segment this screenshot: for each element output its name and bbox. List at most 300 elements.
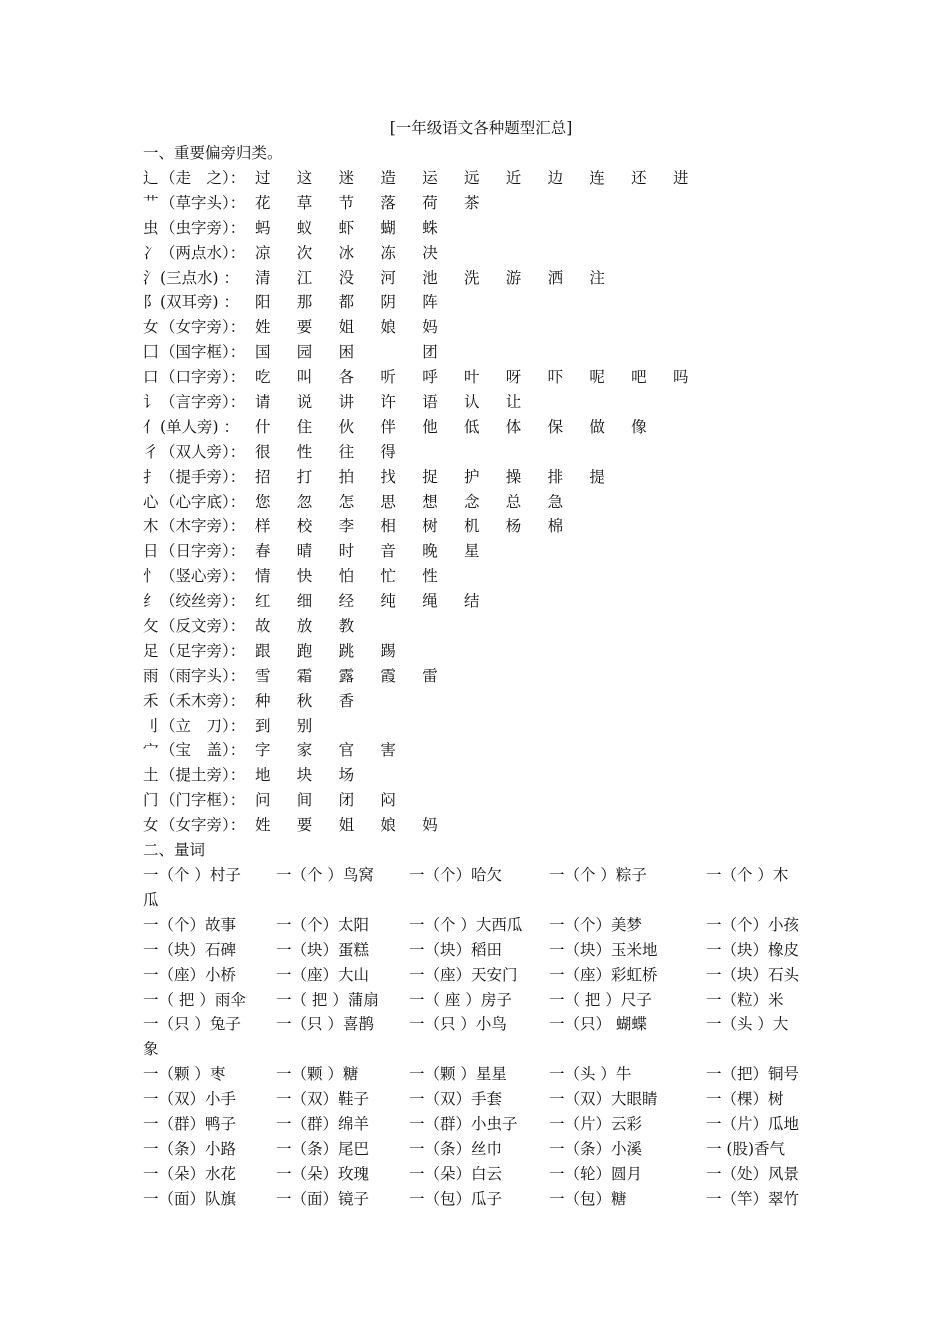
- example-character: 捉: [422, 467, 438, 486]
- radical-glyph: 虫: [143, 218, 159, 237]
- example-character: 教: [338, 617, 355, 636]
- example-character: 春: [255, 542, 271, 561]
- measure-phrase: 一（个）太阳: [276, 915, 370, 934]
- example-character: 得: [380, 442, 396, 461]
- measure-phrase: 一（只 ）小鸟: [409, 1015, 507, 1034]
- measure-row: [143, 938, 813, 963]
- example-character: 您: [255, 492, 271, 511]
- example-character: 思: [380, 492, 396, 511]
- measure-row: [143, 963, 813, 988]
- measure-row: [143, 1112, 813, 1137]
- radical-label: （走 之）：: [160, 169, 246, 187]
- radical-row: [143, 664, 813, 689]
- measure-phrase: 一（群）绵羊: [276, 1114, 370, 1133]
- radical-label: （女字旁）：: [160, 318, 246, 337]
- example-character: 跳: [338, 641, 355, 660]
- example-character: 清: [255, 268, 271, 287]
- measure-phrase: 一（个 ）木: [706, 866, 789, 885]
- measure-phrase: 一（双）鞋子: [276, 1090, 370, 1109]
- example-character: 困: [338, 343, 355, 362]
- radical-row: [143, 365, 813, 390]
- example-character: 冻: [380, 243, 396, 262]
- section2-heading: 二、量词: [143, 841, 206, 860]
- measure-phrase: 一（ 把 ）雨伞: [143, 990, 246, 1009]
- example-character: 保: [547, 417, 564, 436]
- radical-row: [143, 514, 813, 539]
- radical-glyph: 雨: [143, 666, 159, 685]
- example-character: 李: [338, 517, 355, 536]
- example-character: 块: [296, 766, 313, 785]
- radical-glyph: 心: [143, 492, 159, 511]
- example-character: 叫: [296, 368, 313, 387]
- example-character: 次: [296, 243, 313, 262]
- example-character: 官: [338, 741, 355, 760]
- example-character: 说: [296, 393, 313, 412]
- example-character: 红: [255, 592, 271, 611]
- example-character: 样: [255, 517, 271, 536]
- radical-label: （宝 盖）：: [160, 741, 246, 760]
- example-character: 冰: [338, 243, 355, 262]
- radical-glyph: 忄: [143, 567, 159, 586]
- measure-phrase: 一（块）石碑: [143, 940, 237, 959]
- example-character: 认: [463, 393, 480, 412]
- radical-glyph: 氵: [143, 268, 159, 287]
- example-character: 伙: [338, 417, 355, 436]
- radical-row: [143, 390, 813, 415]
- example-character: 招: [255, 467, 271, 486]
- radical-glyph: 女: [143, 816, 159, 835]
- example-character: 护: [463, 467, 480, 486]
- radical-row: [143, 191, 813, 216]
- example-character: 造: [380, 169, 396, 187]
- measure-wrap-text: 瓜: [143, 890, 159, 909]
- radical-list: [143, 166, 813, 838]
- example-character: 河: [380, 268, 396, 287]
- example-character: 这: [296, 169, 313, 187]
- measure-phrase: 一（群）鸭子: [143, 1114, 237, 1133]
- example-character: 杨: [505, 517, 522, 536]
- measure-phrase: 一（个）小孩: [706, 915, 800, 934]
- measure-wrap-text: 象: [143, 1040, 159, 1059]
- radical-label: （虫字旁）：: [160, 218, 246, 237]
- radical-glyph: 阝: [143, 293, 159, 312]
- measure-phrase: 一（头 ）牛: [549, 1065, 632, 1084]
- radical-label: （口字旁）：: [160, 368, 246, 387]
- measure-row: [143, 1187, 813, 1212]
- example-character: 呀: [505, 368, 522, 387]
- example-character: 伴: [380, 417, 396, 436]
- radical-label: （双人旁）：: [160, 442, 246, 461]
- example-character: 很: [255, 442, 271, 461]
- example-character: 打: [296, 467, 313, 486]
- example-character: 星: [463, 542, 480, 561]
- example-character: 提: [589, 467, 605, 486]
- example-character: 讲: [338, 393, 355, 412]
- example-character: 蝴: [380, 218, 396, 237]
- measure-phrase: 一（面）队旗: [143, 1189, 237, 1208]
- measure-phrase: 一 (股)香气: [706, 1139, 786, 1158]
- measure-phrase: 一（只） 蝴蝶: [549, 1015, 647, 1034]
- radical-label: （女字旁）：: [160, 816, 246, 835]
- radical-label: (单人旁) ：: [160, 417, 240, 436]
- example-character: 跑: [296, 641, 313, 660]
- measure-row: [143, 1087, 813, 1112]
- document-title: [一年级语文各种题型汇总]: [389, 119, 573, 137]
- example-character: 凉: [255, 243, 271, 262]
- radical-row: [143, 813, 813, 838]
- measure-phrase: 一（包）糖: [549, 1189, 627, 1208]
- radical-label: （言字旁）：: [160, 393, 246, 412]
- example-character: 迷: [338, 169, 355, 187]
- example-character: 语: [422, 393, 438, 412]
- measure-phrase: 一（颗 ）枣: [143, 1065, 226, 1084]
- radical-row: [143, 266, 813, 291]
- measure-phrase: 一（朵）玫瑰: [276, 1164, 370, 1183]
- radical-glyph: 攵: [143, 617, 159, 636]
- radical-row: [143, 589, 813, 614]
- measure-phrase: 一（个 ）大西瓜: [409, 915, 523, 934]
- example-character: 踢: [380, 641, 396, 660]
- measure-phrase: 一（片）云彩: [549, 1114, 643, 1133]
- example-character: 闭: [338, 791, 355, 810]
- example-character: 江: [296, 268, 313, 287]
- example-character: 家: [296, 741, 313, 760]
- radical-glyph: 宀: [143, 741, 159, 760]
- measure-phrase: 一（面）镜子: [276, 1189, 370, 1208]
- radical-glyph: 纟: [143, 592, 159, 611]
- measure-phrase: 一（双）小手: [143, 1090, 237, 1109]
- example-character: 像: [631, 417, 647, 436]
- radical-row: [143, 415, 813, 440]
- example-character: 秋: [296, 691, 313, 710]
- example-character: 那: [296, 293, 313, 312]
- example-character: 放: [296, 617, 313, 636]
- radical-label: （禾木旁）：: [160, 691, 246, 710]
- example-character: 急: [547, 492, 564, 511]
- example-character: 晴: [296, 542, 313, 561]
- radical-label: （竖心旁）：: [160, 567, 246, 586]
- radical-label: （足字旁）：: [160, 641, 246, 660]
- radical-row: [143, 614, 813, 639]
- example-character: 花: [255, 193, 271, 212]
- example-character: 过: [255, 169, 271, 187]
- example-character: 场: [338, 766, 355, 785]
- radical-glyph: 冫: [143, 243, 159, 262]
- measure-phrase: 一（个 ）粽子: [549, 866, 647, 885]
- example-character: 快: [296, 567, 313, 586]
- example-character: 连: [589, 169, 605, 187]
- radical-row: [143, 290, 813, 315]
- radical-row: [143, 465, 813, 490]
- measure-phrase: 一（座）彩虹桥: [549, 965, 658, 984]
- radical-glyph: 土: [143, 766, 159, 785]
- radical-row: [143, 539, 813, 564]
- example-character: 没: [338, 268, 355, 287]
- measure-phrase: 一（轮）圆月: [549, 1164, 643, 1183]
- radical-label: （木字旁）：: [160, 517, 246, 536]
- measure-phrase: 一（双）手套: [409, 1090, 503, 1109]
- measure-phrase: 一（块）蛋糕: [276, 940, 370, 959]
- radical-label: （日字旁）：: [160, 542, 246, 561]
- example-character: 草: [296, 193, 313, 212]
- example-character: 霞: [380, 666, 396, 685]
- measure-phrase: 一（ 把 ）蒲扇: [276, 990, 379, 1009]
- radical-label: (三点水) ：: [160, 268, 240, 287]
- example-character: 他: [422, 417, 438, 436]
- measure-phrase: 一（头 ）大: [706, 1015, 789, 1034]
- example-character: 姓: [255, 318, 271, 337]
- example-character: 跟: [255, 641, 271, 660]
- radical-label: （反文旁）：: [160, 617, 246, 636]
- example-character: 忙: [380, 567, 396, 586]
- example-character: 让: [505, 393, 522, 412]
- measure-phrase: 一（双）大眼睛: [549, 1090, 658, 1109]
- measure-row: [143, 1162, 813, 1187]
- example-character: 拍: [338, 467, 355, 486]
- measure-phrase: 一（座）小桥: [143, 965, 237, 984]
- radical-glyph: 亻: [143, 417, 159, 436]
- measure-phrase: 一（块）稻田: [409, 940, 503, 959]
- radical-glyph: 彳: [143, 442, 159, 461]
- example-character: 妈: [422, 816, 438, 835]
- measure-phrase: 一（片）瓜地: [706, 1114, 800, 1133]
- example-character: 闷: [380, 791, 396, 810]
- measure-phrase: 一（块）玉米地: [549, 940, 658, 959]
- measure-phrase: 一（只 ）兔子: [143, 1015, 241, 1034]
- radical-row: [143, 315, 813, 340]
- example-character: 什: [255, 417, 271, 436]
- measure-phrase: 一（块）石头: [706, 965, 800, 984]
- measure-phrase: 一（个）故事: [143, 915, 237, 934]
- example-character: 呢: [589, 368, 605, 387]
- example-character: 故: [255, 617, 271, 636]
- measure-row: [143, 913, 813, 938]
- example-character: 运: [422, 169, 438, 187]
- example-character: 近: [505, 169, 522, 187]
- measure-phrase: 一（个）哈欠: [409, 866, 503, 885]
- example-character: 到: [255, 716, 271, 735]
- example-character: 娘: [380, 318, 396, 337]
- radical-label: （国字框）：: [160, 343, 246, 362]
- radical-row: [143, 490, 813, 515]
- measure-phrase: 一（只 ）喜鹊: [276, 1015, 374, 1034]
- example-character: 时: [338, 542, 355, 561]
- example-character: 吃: [255, 368, 271, 387]
- example-character: 蚂: [255, 218, 271, 237]
- radical-label: (双耳旁) ：: [160, 293, 240, 312]
- example-character: 校: [296, 517, 313, 536]
- example-character: 雷: [422, 666, 438, 685]
- example-character: 情: [255, 567, 271, 586]
- example-character: 边: [547, 169, 564, 187]
- example-character: 要: [296, 318, 313, 337]
- measure-phrase: 一（棵）树: [706, 1090, 784, 1109]
- example-character: 注: [589, 268, 605, 287]
- measure-phrase: 一（条）尾巴: [276, 1139, 370, 1158]
- radical-glyph: 艹: [143, 193, 159, 212]
- example-character: 园: [296, 343, 313, 362]
- example-character: 请: [255, 393, 271, 412]
- example-character: 姓: [255, 816, 271, 835]
- radical-label: （草字头）：: [160, 193, 246, 212]
- example-character: 各: [338, 368, 355, 387]
- measure-phrase: 一（条）小路: [143, 1139, 237, 1158]
- example-character: 游: [505, 268, 522, 287]
- radical-glyph: 囗: [143, 343, 159, 362]
- example-character: 妈: [422, 318, 438, 337]
- example-character: 叶: [463, 368, 480, 387]
- example-character: 虾: [338, 218, 355, 237]
- radical-glyph: 门: [143, 791, 159, 810]
- radical-label: （雨字头）：: [160, 666, 246, 685]
- radical-row: [143, 763, 813, 788]
- example-character: 操: [505, 467, 522, 486]
- example-character: 荷: [422, 193, 438, 212]
- example-character: 地: [255, 766, 271, 785]
- example-character: 树: [422, 517, 438, 536]
- measure-phrase: 一（块）橡皮: [706, 940, 800, 959]
- measure-phrase: 一（个）美梦: [549, 915, 643, 934]
- example-character: 团: [422, 343, 438, 362]
- example-character: 排: [547, 467, 564, 486]
- measure-row: [143, 1137, 813, 1162]
- example-character: 阳: [255, 293, 271, 312]
- example-character: 住: [296, 417, 313, 436]
- example-character: 纯: [380, 592, 396, 611]
- measure-phrase: 一（竿）翠竹: [706, 1189, 800, 1208]
- example-character: 茶: [463, 193, 480, 212]
- measure-phrase: 一（颗 ）星星: [409, 1065, 507, 1084]
- radical-row: [143, 714, 813, 739]
- radical-row: [143, 639, 813, 664]
- example-character: 音: [380, 542, 396, 561]
- radical-glyph: 足: [143, 641, 159, 660]
- radical-glyph: 口: [143, 368, 159, 387]
- radical-row: [143, 241, 813, 266]
- example-character: 细: [296, 592, 313, 611]
- example-character: 绳: [422, 592, 438, 611]
- radical-row: [143, 564, 813, 589]
- example-character: 落: [380, 193, 396, 212]
- example-character: 棉: [547, 517, 564, 536]
- measure-phrase: 一（群）小虫子: [409, 1114, 518, 1133]
- example-character: 决: [422, 243, 438, 262]
- example-character: 找: [380, 467, 396, 486]
- measure-word-list: [143, 863, 813, 1211]
- radical-label: （心字底）：: [160, 492, 246, 511]
- measure-phrase: 一（条）小溪: [549, 1139, 643, 1158]
- example-character: 问: [255, 791, 271, 810]
- example-character: 许: [380, 393, 396, 412]
- radical-label: （提土旁）：: [160, 766, 246, 785]
- radical-glyph: 刂: [143, 716, 159, 735]
- radical-glyph: 木: [143, 517, 159, 536]
- example-character: 害: [380, 741, 396, 760]
- radical-glyph: 扌: [143, 467, 159, 486]
- measure-phrase: 一（条）丝巾: [409, 1139, 503, 1158]
- radical-label: （绞丝旁）：: [160, 592, 246, 611]
- example-character: 蚁: [296, 218, 313, 237]
- example-character: 低: [463, 417, 480, 436]
- example-character: 国: [255, 343, 271, 362]
- radical-label: （两点水）：: [160, 243, 246, 262]
- example-character: 经: [338, 592, 355, 611]
- measure-phrase: 一（座）大山: [276, 965, 370, 984]
- radical-row: [143, 738, 813, 763]
- measure-phrase: 一（朵）白云: [409, 1164, 503, 1183]
- example-character: 往: [338, 442, 355, 461]
- radical-glyph: 禾: [143, 691, 159, 710]
- example-character: 吗: [672, 368, 689, 387]
- example-character: 吧: [631, 368, 647, 387]
- radical-row: [143, 166, 813, 191]
- example-character: 姐: [338, 318, 355, 337]
- example-character: 性: [422, 567, 438, 586]
- example-character: 怕: [338, 567, 355, 586]
- measure-phrase: 一（朵）水花: [143, 1164, 237, 1183]
- example-character: 洗: [463, 268, 480, 287]
- example-character: 呼: [422, 368, 438, 387]
- example-character: 香: [338, 691, 355, 710]
- example-character: 字: [255, 741, 271, 760]
- example-character: 进: [672, 169, 689, 187]
- measure-phrase: 一（粒）米: [706, 990, 784, 1009]
- example-character: 想: [422, 492, 438, 511]
- measure-phrase: 一（ 座 ）房子: [409, 990, 512, 1009]
- example-character: 阴: [380, 293, 396, 312]
- measure-row: [143, 1062, 813, 1087]
- radical-label: （门字框）：: [160, 791, 246, 810]
- measure-phrase: 一（处）风景: [706, 1164, 800, 1183]
- example-character: 还: [631, 169, 647, 187]
- example-character: 体: [505, 417, 522, 436]
- example-character: 晚: [422, 542, 438, 561]
- example-character: 相: [380, 517, 396, 536]
- example-character: 蛛: [422, 218, 438, 237]
- example-character: 念: [463, 492, 480, 511]
- example-character: 做: [589, 417, 605, 436]
- measure-row: [143, 988, 813, 1013]
- measure-row: [143, 863, 813, 888]
- radical-row: [143, 440, 813, 465]
- example-character: 霜: [296, 666, 313, 685]
- example-character: 都: [338, 293, 355, 312]
- example-character: 机: [463, 517, 480, 536]
- example-character: 姐: [338, 816, 355, 835]
- example-character: 忽: [296, 492, 313, 511]
- example-character: 阵: [422, 293, 438, 312]
- measure-phrase: 一（颗 ）糖: [276, 1065, 359, 1084]
- measure-phrase: 一（座）天安门: [409, 965, 518, 984]
- measure-row: [143, 1012, 813, 1037]
- radical-glyph: 日: [143, 542, 159, 561]
- example-character: 性: [296, 442, 313, 461]
- radical-glyph: 女: [143, 318, 159, 337]
- radical-row: [143, 216, 813, 241]
- radical-label: （提手旁）：: [160, 467, 246, 486]
- example-character: 听: [380, 368, 396, 387]
- example-character: 结: [463, 592, 480, 611]
- radical-glyph: 讠: [143, 393, 159, 412]
- example-character: 要: [296, 816, 313, 835]
- measure-phrase: 一（包）瓜子: [409, 1189, 503, 1208]
- example-character: 雪: [255, 666, 271, 685]
- example-character: 远: [463, 169, 480, 187]
- radical-row: [143, 689, 813, 714]
- radical-row: [143, 340, 813, 365]
- example-character: 节: [338, 193, 355, 212]
- measure-phrase: 一（个 ）鸟窝: [276, 866, 374, 885]
